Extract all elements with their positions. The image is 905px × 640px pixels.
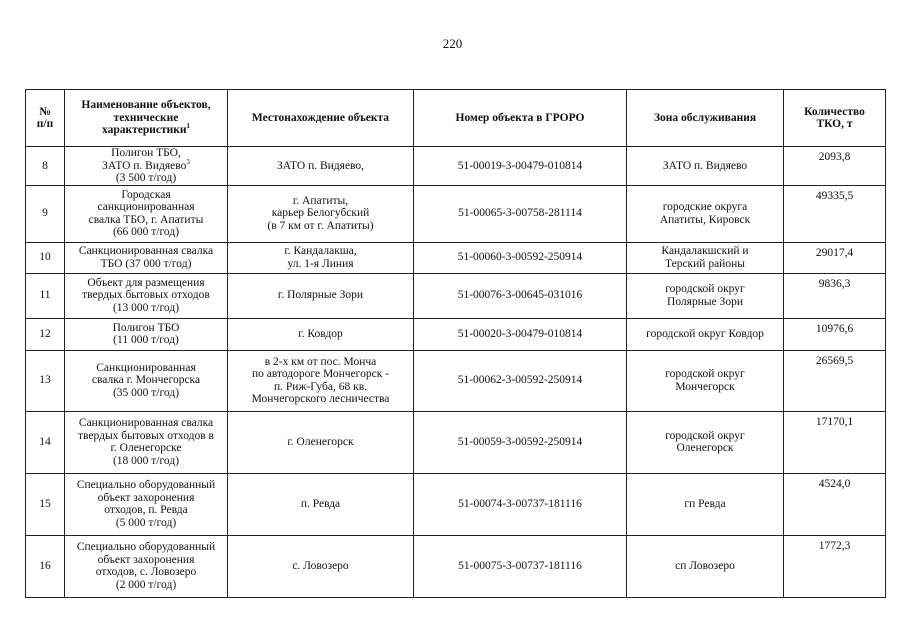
cell-zone: городские округа Апатиты, Кировск — [627, 185, 784, 242]
waste-facilities-table — [25, 89, 886, 598]
table-row — [26, 242, 886, 273]
cell-name: Санкционированная свалка г. Мончегорска (35 000 т/год) — [65, 350, 228, 411]
cell-location: г. Полярные Зори — [228, 273, 414, 318]
cell-groro: 51-00060-3-00592-250914 — [414, 242, 627, 273]
table-row — [26, 411, 886, 473]
table-row — [26, 318, 886, 350]
table-row — [26, 350, 886, 411]
cell-groro: 51-00076-3-00645-031016 — [414, 273, 627, 318]
cell-zone: городской округ Полярные Зори — [627, 273, 784, 318]
cell-num: 10 — [26, 242, 65, 273]
cell-groro: 51-00065-3-00758-281114 — [414, 185, 627, 242]
cell-location: п. Ревда — [228, 473, 414, 535]
cell-num: 16 — [26, 535, 65, 597]
cell-qty: 1772,3 — [784, 535, 886, 597]
header-groro: Номер объекта в ГРОРО — [414, 90, 627, 147]
cell-name: Городская санкционированная свалка ТБО, г. Апатиты (66 000 т/год) — [65, 185, 228, 242]
cell-name: Специально оборудованный объект захоронения отходов, п. Ревда (5 000 т/год) — [65, 473, 228, 535]
cell-zone: ЗАТО п. Видяево — [627, 147, 784, 186]
cell-name: Специально оборудованный объект захоронения отходов, с. Ловозеро (2 000 т/год) — [65, 535, 228, 597]
cell-groro: 51-00020-3-00479-010814 — [414, 318, 627, 350]
cell-num: 11 — [26, 273, 65, 318]
cell-qty: 10976,6 — [784, 318, 886, 350]
cell-location: г. Ковдор — [228, 318, 414, 350]
table-row — [26, 535, 886, 597]
cell-num: 12 — [26, 318, 65, 350]
cell-groro: 51-00075-3-00737-181116 — [414, 535, 627, 597]
cell-num: 8 — [26, 147, 65, 186]
cell-location: г. Апатиты, карьер Белогубский (в 7 км от г. Апатиты) — [228, 185, 414, 242]
cell-qty: 4524,0 — [784, 473, 886, 535]
cell-location: ЗАТО п. Видяево, — [228, 147, 414, 186]
cell-qty: 17170,1 — [784, 411, 886, 473]
cell-zone: гп Ревда — [627, 473, 784, 535]
cell-location: в 2-х км от пос. Монча по автодороге Мончегорск - п. Риж-Губа, 68 кв. Мончегорского лесничества — [228, 350, 414, 411]
cell-zone: городской округ Ковдор — [627, 318, 784, 350]
cell-name: Санкционированная свалка твердых бытовых отходов в г. Оленегорске (18 000 т/год) — [65, 411, 228, 473]
cell-name: Санкционированная свалка ТБО (37 000 т/год) — [65, 242, 228, 273]
cell-name: Объект для размещения твердых бытовых отходов (13 000 т/год) — [65, 273, 228, 318]
cell-zone: Кандалакшский и Терский районы — [627, 242, 784, 273]
cell-location: г. Кандалакша, ул. 1-я Линия — [228, 242, 414, 273]
cell-name: Полигон ТБО, ЗАТО п. Видяево$^3$ (3 500 т/год) — [65, 147, 228, 186]
cell-qty: 9836,3 — [784, 273, 886, 318]
cell-name: Полигон ТБО (11 000 т/год) — [65, 318, 228, 350]
cell-zone: сп Ловозеро — [627, 535, 784, 597]
table-row — [26, 273, 886, 318]
cell-zone: городской округ Оленегорск — [627, 411, 784, 473]
cell-qty: 49335,5 — [784, 185, 886, 242]
cell-num: 15 — [26, 473, 65, 535]
cell-groro: 51-00062-3-00592-250914 — [414, 350, 627, 411]
table-header-row — [26, 90, 886, 147]
cell-num: 14 — [26, 411, 65, 473]
cell-zone: городской округ Мончегорск — [627, 350, 784, 411]
cell-groro: 51-00074-3-00737-181116 — [414, 473, 627, 535]
cell-location: с. Ловозеро — [228, 535, 414, 597]
cell-location: г. Оленегорск — [228, 411, 414, 473]
header-location: Местонахождение объекта — [228, 90, 414, 147]
cell-qty: 26569,5 — [784, 350, 886, 411]
table-row — [26, 147, 886, 186]
cell-groro: 51-00059-3-00592-250914 — [414, 411, 627, 473]
cell-num: 9 — [26, 185, 65, 242]
header-num: № п/п — [26, 90, 65, 147]
table-row — [26, 473, 886, 535]
table-row — [26, 185, 886, 242]
header-qty: Количество ТКО, т — [784, 90, 886, 147]
page-number: 220 — [442, 36, 463, 51]
cell-qty: 2093,8 — [784, 147, 886, 186]
cell-qty: 29017,4 — [784, 242, 886, 273]
header-name: Наименование объектов, технические характеристики$^1$ — [65, 90, 228, 147]
cell-groro: 51-00019-3-00479-010814 — [414, 147, 627, 186]
header-zone: Зона обслуживания — [627, 90, 784, 147]
cell-num: 13 — [26, 350, 65, 411]
